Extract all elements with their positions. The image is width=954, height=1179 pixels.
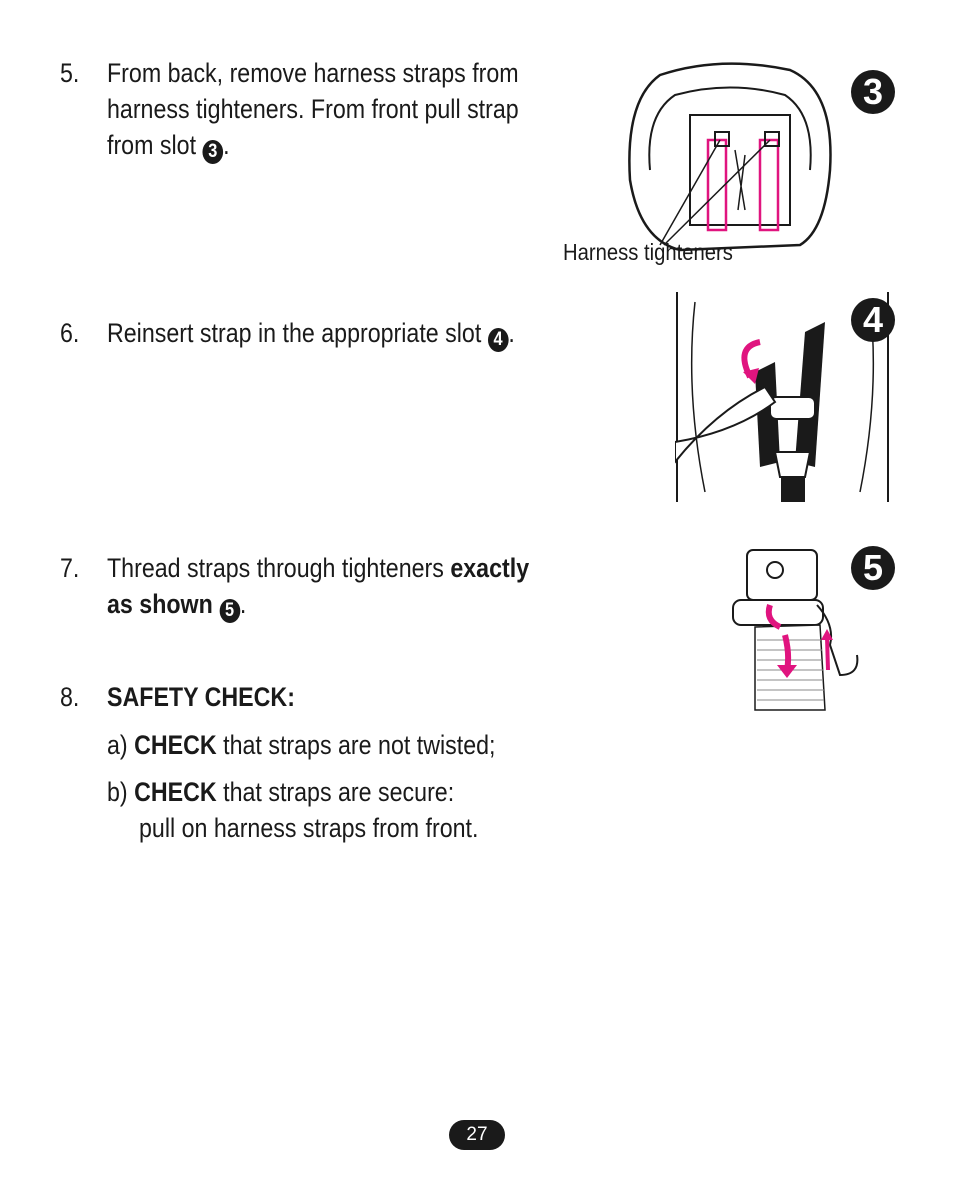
- figure-5-badge: 5: [851, 546, 895, 590]
- step-5-line-3-text: from slot: [107, 130, 197, 160]
- step-8a-prefix: a): [107, 730, 128, 760]
- step-5-number: 5.: [60, 58, 80, 88]
- step-7-number: 7.: [60, 553, 80, 583]
- step-7-line-1: [107, 550, 529, 586]
- figure-3-caption: Harness tighteners: [563, 239, 733, 265]
- step-7-text: Thread straps through tighteners: [107, 553, 444, 583]
- step-6-line: [107, 315, 515, 352]
- step-6-text: Reinsert strap in the appropriate slot: [107, 318, 482, 348]
- step-5-line-2: harness tighteners. From front pull strap: [107, 94, 519, 124]
- step-8a-text: that straps are not twisted;: [223, 730, 496, 760]
- step-6-period: .: [508, 318, 515, 348]
- step-8a-line: [107, 727, 495, 763]
- figure-4-badge: 4: [851, 298, 895, 342]
- step-5-period: .: [223, 130, 230, 160]
- step-8b-text: that straps are secure:: [223, 777, 455, 807]
- step-5-symbol: 5: [219, 599, 240, 623]
- step-7-period: .: [239, 589, 247, 619]
- safety-check-heading: SAFETY CHECK:: [107, 682, 295, 712]
- step-8a-check: CHECK: [134, 730, 217, 760]
- step-8b-line: [107, 774, 454, 810]
- step-6-number: 6.: [60, 318, 80, 348]
- step-5-line-3: [107, 127, 230, 164]
- step-4-symbol: 4: [488, 328, 509, 352]
- step-7-as-shown: as shown: [107, 589, 213, 619]
- step-8b-prefix: b): [107, 777, 128, 807]
- figure-3-badge: 3: [851, 70, 895, 114]
- step-8-heading: [107, 679, 295, 715]
- step-5-line-1: From back, remove harness straps from: [107, 58, 519, 88]
- page-number: 27: [449, 1120, 505, 1150]
- step-7-emphasis: exactly: [450, 553, 530, 583]
- step-7-line-2: [107, 586, 246, 623]
- step-8b-line-2: pull on harness straps from front.: [139, 813, 479, 843]
- figure-3-harness-tighteners-illustration: [620, 60, 850, 265]
- step-3-symbol: 3: [203, 140, 224, 164]
- step-8b-check: CHECK: [134, 777, 217, 807]
- figure-5-strap-threading-illustration: [725, 545, 865, 715]
- step-8-number: 8.: [60, 682, 80, 712]
